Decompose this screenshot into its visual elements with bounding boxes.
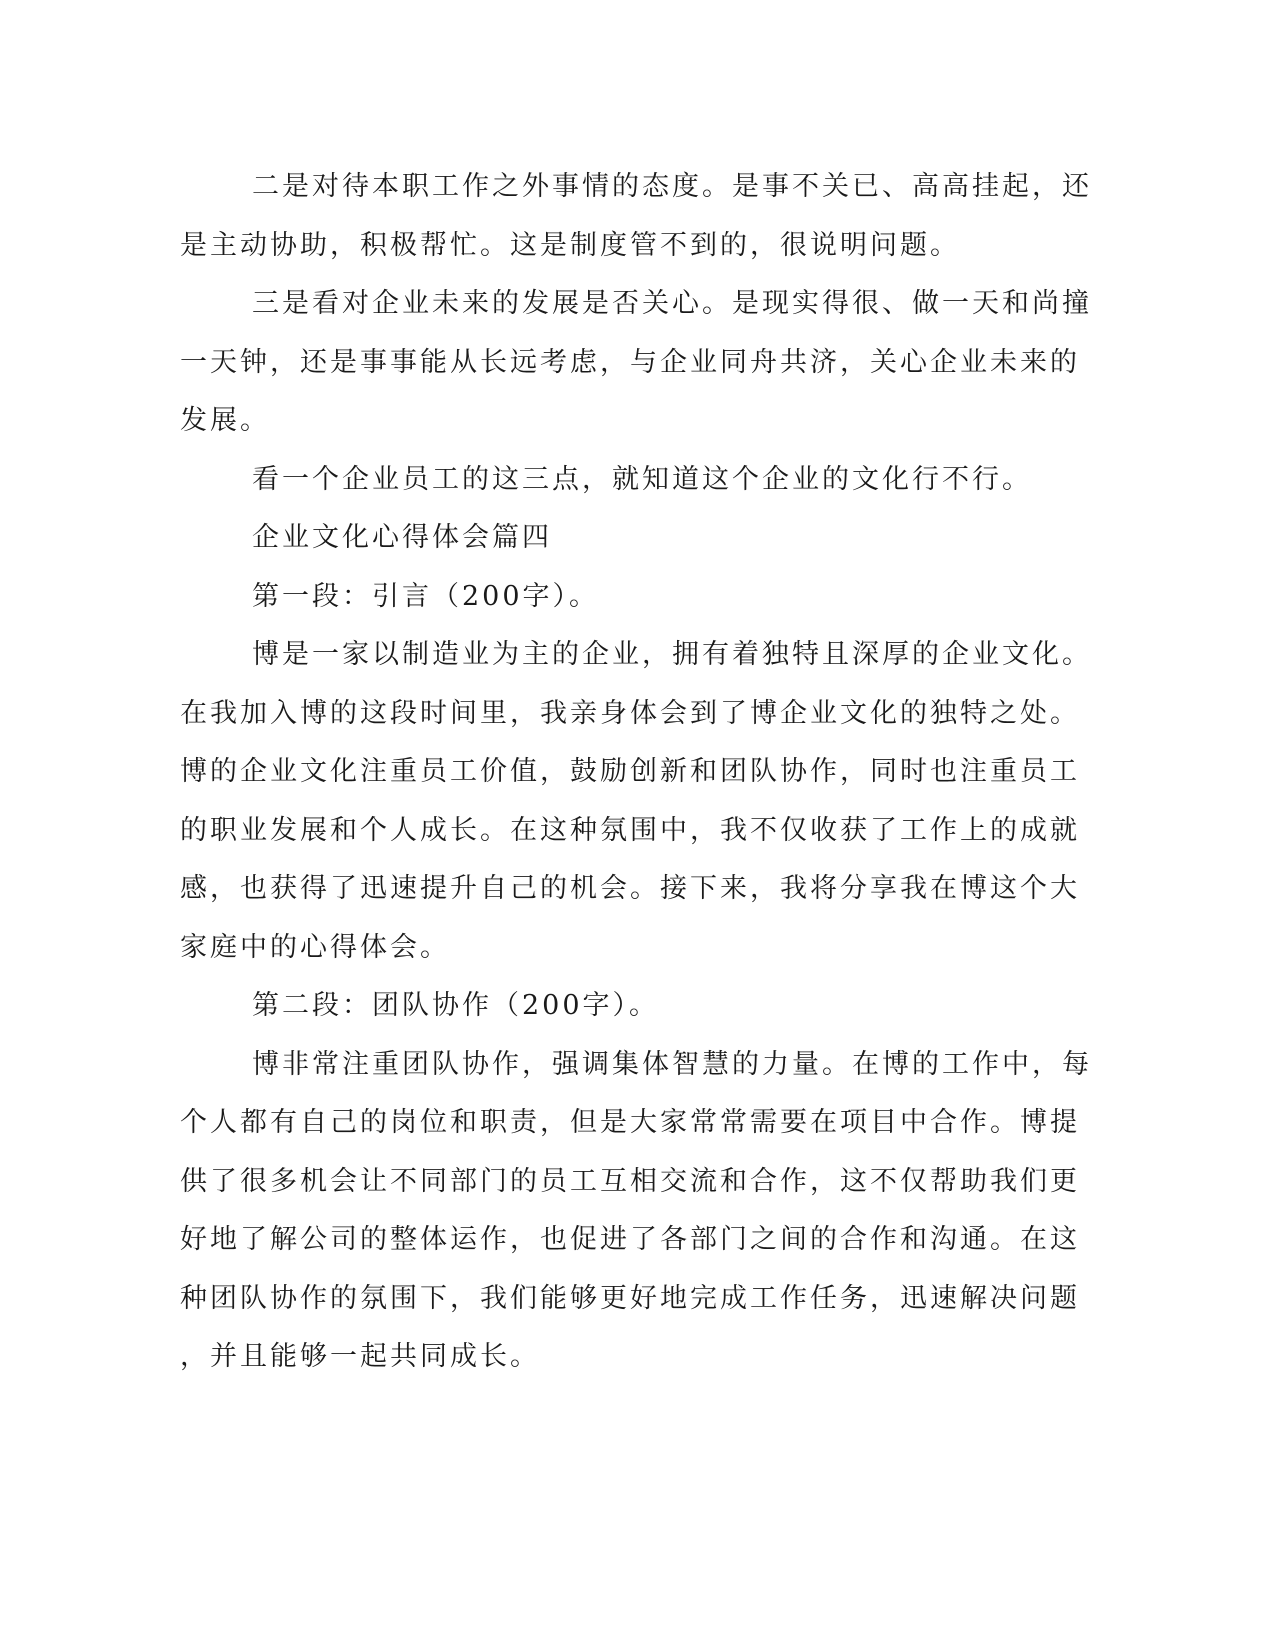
text-line: 三是看对企业未来的发展是否关心。是现实得很、做一天和尚撞 [252, 288, 1092, 319]
text-line: 个人都有自己的岗位和职责，但是大家常常需要在项目中合作。博提 [180, 1107, 1080, 1138]
document-body [180, 158, 1092, 1387]
subsection-heading: 第一段：引言（200字）。 [252, 580, 600, 612]
section-heading: 企业文化心得体会篇四 [252, 522, 552, 553]
text-line: 发展。 [180, 405, 270, 436]
text-line: 在我加入博的这段时间里，我亲身体会到了博企业文化的独特之处。 [180, 697, 1080, 729]
text-line: 家庭中的心得体会。 [180, 931, 450, 963]
text-line: 的职业发展和个人成长。在这种氛围中，我不仅收获了工作上的成就 [180, 814, 1080, 846]
text-line: 感，也获得了迅速提升自己的机会。接下来，我将分享我在博这个大 [180, 873, 1080, 904]
text-line: ，并且能够一起共同成长。 [180, 1341, 540, 1372]
text-line: 供了很多机会让不同部门的员工互相交流和合作，这不仅帮助我们更 [180, 1165, 1080, 1197]
text-line: 一天钟，还是事事能从长远考虑，与企业同舟共济，关心企业未来的 [180, 346, 1080, 378]
text-line: 博是一家以制造业为主的企业，拥有着独特且深厚的企业文化。 [252, 639, 1092, 670]
text-line: 博的企业文化注重员工价值，鼓励创新和团队协作，同时也注重员工 [180, 756, 1080, 787]
subsection-heading: 第二段：团队协作（200字）。 [252, 990, 660, 1021]
text-line: 博非常注重团队协作，强调集体智慧的力量。在博的工作中，每 [252, 1048, 1092, 1080]
text-line: 二是对待本职工作之外事情的态度。是事不关已、高高挂起，还 [252, 171, 1092, 202]
text-line: 种团队协作的氛围下，我们能够更好地完成工作任务，迅速解决问题 [180, 1282, 1080, 1314]
text-line: 是主动协助，积极帮忙。这是制度管不到的，很说明问题。 [180, 229, 960, 261]
text-line: 好地了解公司的整体运作，也促进了各部门之间的合作和沟通。在这 [180, 1224, 1080, 1255]
text-line: 看一个企业员工的这三点，就知道这个企业的文化行不行。 [252, 463, 1032, 495]
